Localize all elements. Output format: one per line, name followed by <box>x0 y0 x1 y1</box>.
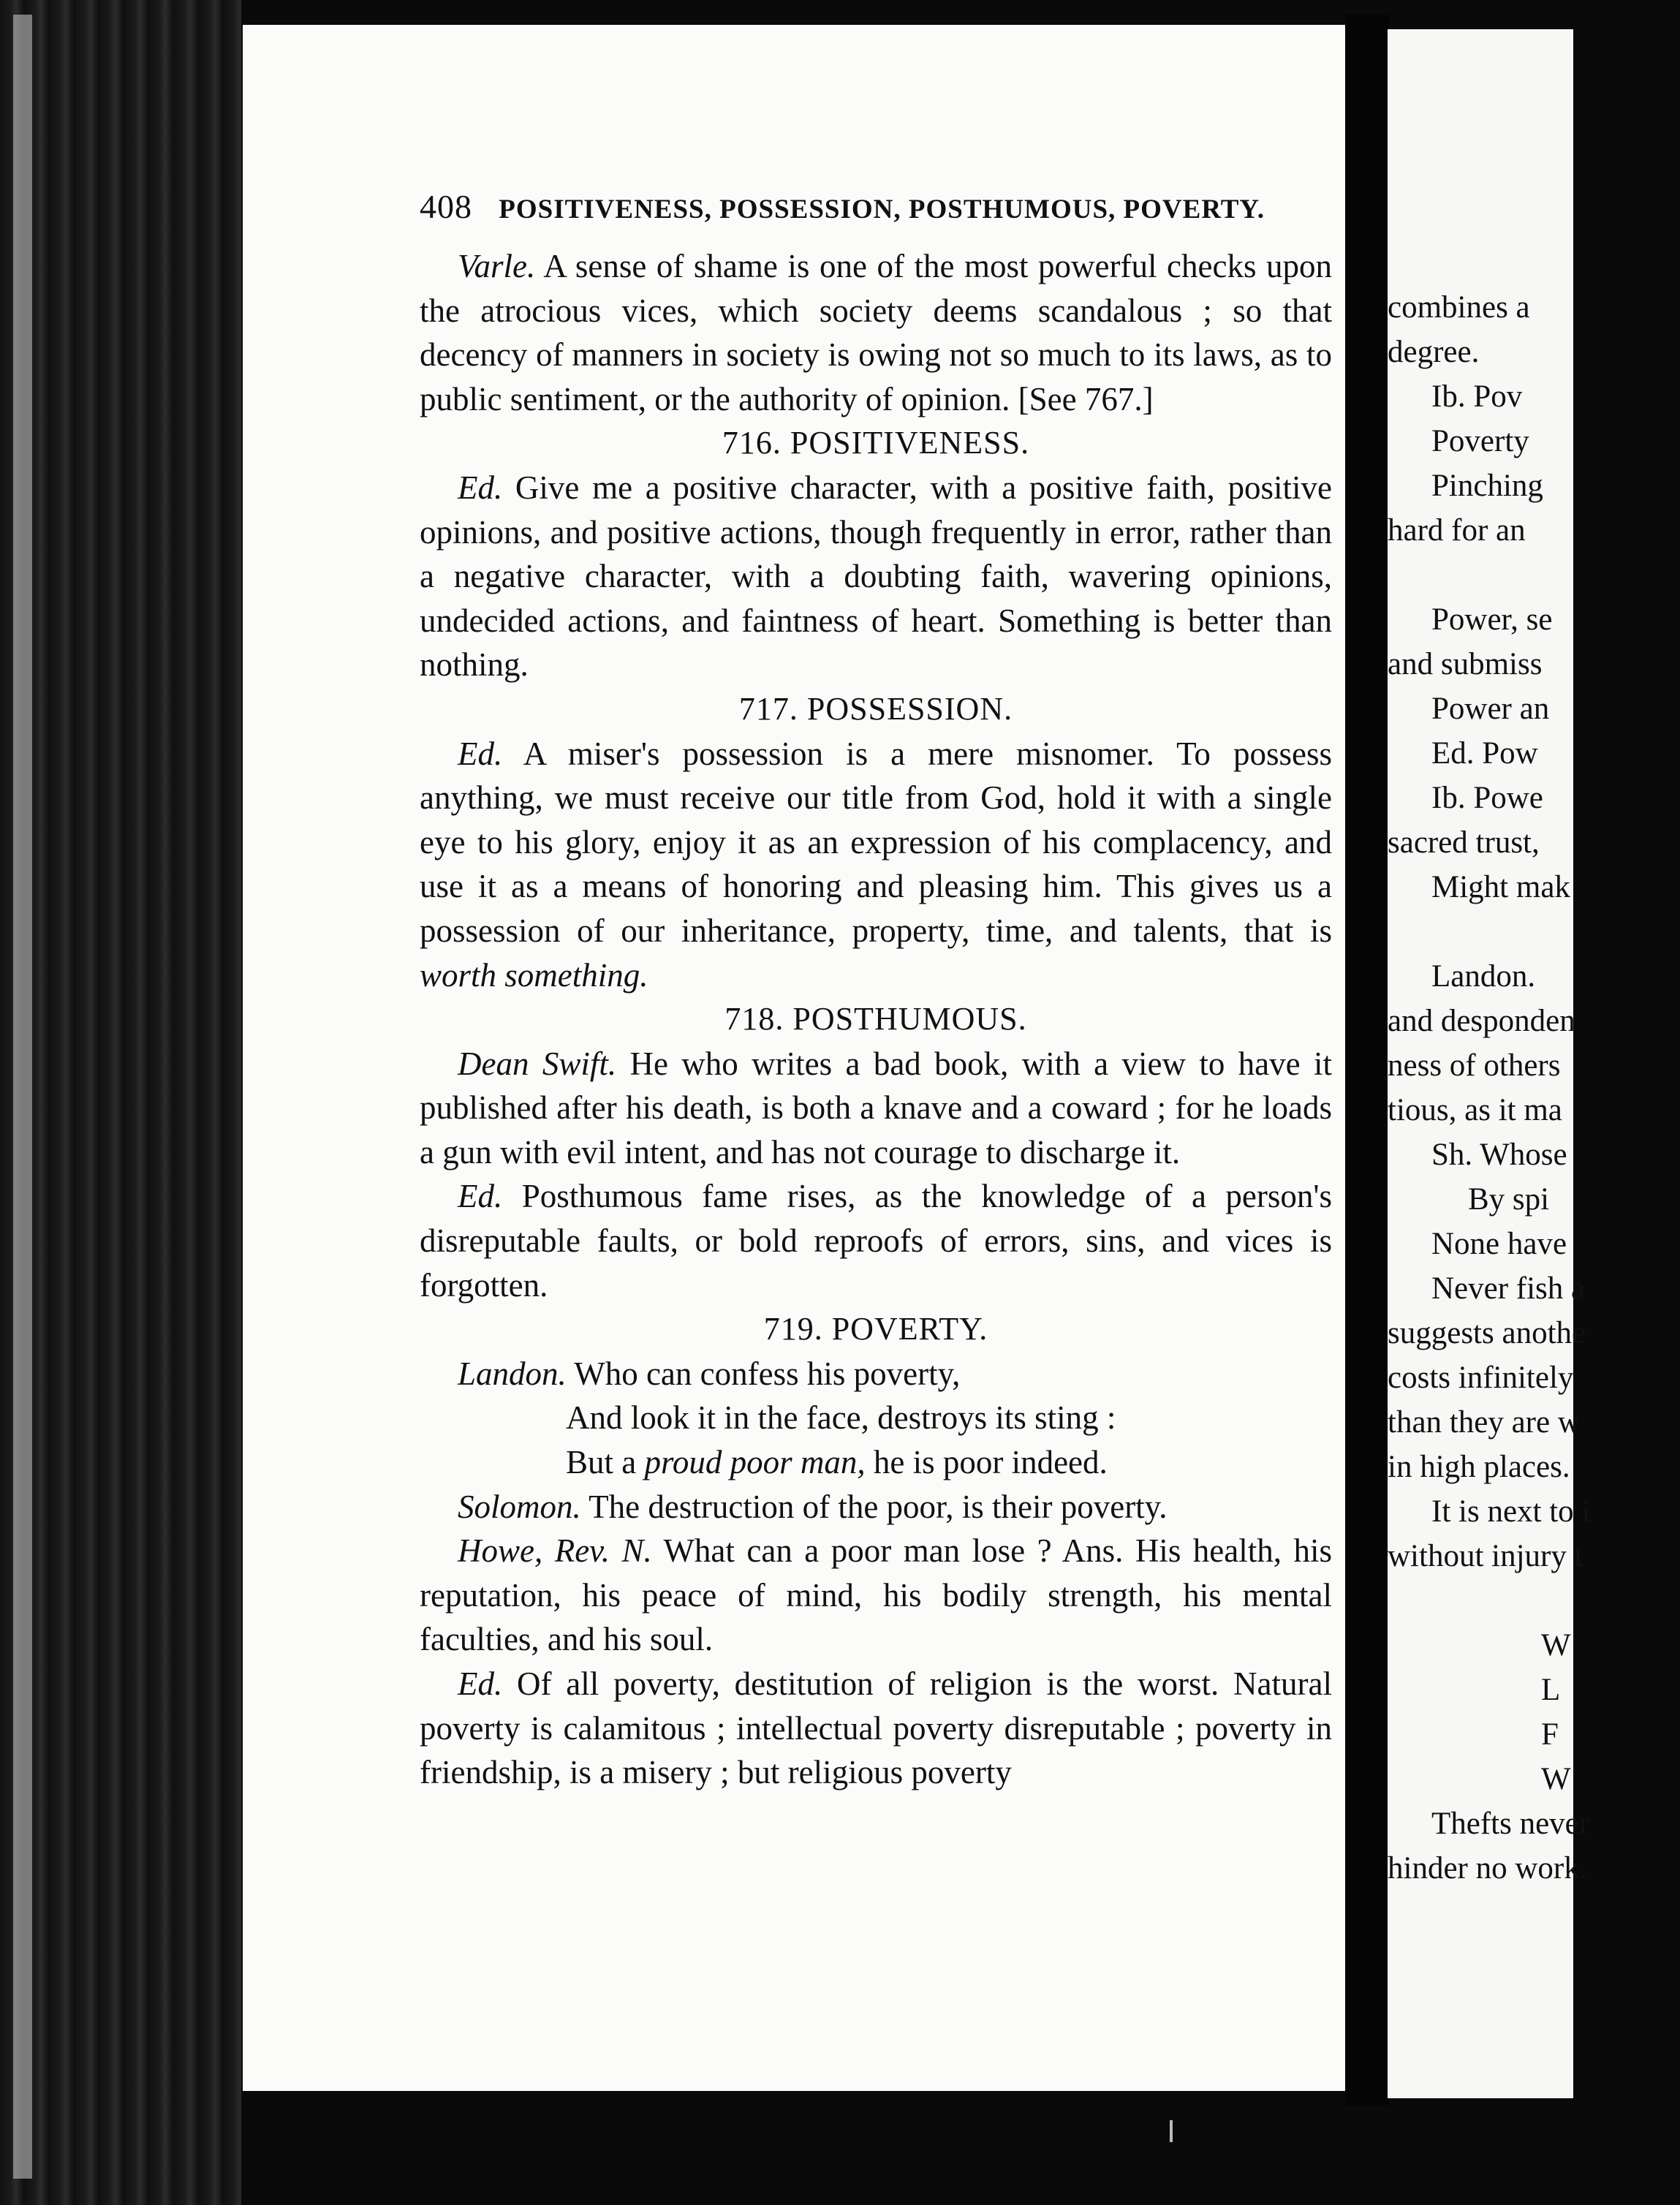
verse-text: he is poor indeed. <box>865 1444 1108 1481</box>
facing-line <box>1388 553 1680 597</box>
facing-line: Ed. Pow <box>1431 736 1538 771</box>
facing-line: Might mak <box>1431 870 1570 904</box>
facing-line <box>1388 1578 1680 1623</box>
facing-line: Thefts never <box>1431 1807 1590 1841</box>
facing-line: By spi <box>1468 1182 1550 1217</box>
page-text <box>420 244 1332 1795</box>
speaker: Solomon. <box>458 1488 581 1525</box>
book-spine-edge <box>0 0 241 2205</box>
facing-line: Power an <box>1431 692 1550 726</box>
speaker: Landon. <box>458 1355 567 1392</box>
facing-line: Landon. <box>1431 959 1536 994</box>
speaker: Ed. <box>458 1665 503 1702</box>
verse-landon <box>420 1352 1332 1485</box>
section-heading-718: 718. POSTHUMOUS. <box>724 1001 1027 1037</box>
paragraph-text: Of all poverty, destitution of religion is the worst. Natural poverty is calamitous ; intellectual poverty disreputable ; poverty in friendship, is a misery ; but religious poverty <box>420 1665 1332 1791</box>
paragraph-718-ed <box>420 1174 1332 1307</box>
facing-line: Ib. Pov <box>1431 379 1523 414</box>
verse-line <box>420 1352 1332 1396</box>
paragraph-718-swift <box>420 1042 1332 1175</box>
facing-line: suggests anothe <box>1388 1316 1586 1350</box>
facing-line: It is next to i <box>1431 1494 1591 1529</box>
facing-line: combines a <box>1388 290 1530 325</box>
facing-line: Ib. Powe <box>1431 781 1543 815</box>
facing-line: costs infinitely <box>1388 1361 1574 1395</box>
paragraph-716 <box>420 466 1332 687</box>
facing-line: than they are w <box>1388 1405 1581 1440</box>
page-gutter <box>1345 15 1389 2106</box>
facing-line: L <box>1541 1673 1561 1707</box>
left-edge-strip <box>13 15 32 2179</box>
speaker: Ed. <box>458 469 503 506</box>
paragraph-717 <box>420 732 1332 998</box>
verse-text: But a <box>566 1444 645 1481</box>
facing-line: sacred trust, <box>1388 825 1540 860</box>
facing-page <box>1388 29 1591 2098</box>
paragraph-varle <box>420 244 1332 421</box>
speaker: Howe, Rev. N. <box>458 1532 652 1570</box>
facing-line: Poverty <box>1431 424 1529 458</box>
emphasis-text: worth something. <box>420 956 648 994</box>
paragraph-text: He who writes a bad book, with a view to have it published after his death, is both a knave and a coward ; for he loads a gun with evil intent, and has not courage to discharge it. <box>420 1045 1332 1170</box>
facing-line: without injury t <box>1388 1539 1583 1573</box>
paragraph-text: A miser's possession is a mere misnomer. To possess anything, we must receive our title from God, hold it with a single eye to his glory, enjoy it as an expression of his complacency, and use it as a means of honoring and pleasing him. This gives us a possession of our inheritance, property, time, and talents, that is <box>420 735 1332 949</box>
paragraph-solomon <box>420 1485 1332 1529</box>
facing-line: degree. <box>1388 335 1480 369</box>
section-heading-719: 719. POVERTY. <box>763 1311 988 1347</box>
running-head <box>420 187 1385 226</box>
facing-line: tious, as it ma <box>1388 1093 1562 1127</box>
facing-line: and desponden <box>1388 1004 1575 1038</box>
page-number: 408 <box>420 188 472 225</box>
paragraph-text: The destruction of the poor, is their poverty. <box>580 1488 1168 1525</box>
facing-line: and submiss <box>1388 647 1543 681</box>
scan-mark <box>1170 2120 1173 2142</box>
verse-text: Who can confess his poverty, <box>566 1355 961 1392</box>
verse-line: And look it in the face, destroys its sting : <box>566 1399 1116 1437</box>
paragraph-howe <box>420 1529 1332 1662</box>
facing-line: W <box>1541 1762 1571 1796</box>
facing-line: W <box>1541 1628 1571 1663</box>
section-heading-717: 717. POSSESSION. <box>738 690 1013 727</box>
facing-line: Pinching <box>1431 469 1543 503</box>
facing-line: hard for an <box>1388 513 1526 548</box>
paragraph-text: A sense of shame is one of the most powerful checks upon the atrocious vices, which society deems scandalous ; so that decency of manners in society is owing not so much to its laws, as to public sentiment, or the authority of opinion. [See 767.] <box>420 248 1332 417</box>
facing-line: hinder no work. <box>1388 1851 1588 1886</box>
book-page <box>243 25 1365 2091</box>
emphasis-text: proud poor man, <box>644 1444 866 1481</box>
facing-line: Never fish a <box>1431 1271 1586 1306</box>
facing-line: ness of others <box>1388 1048 1561 1083</box>
verse-line <box>420 1440 1332 1485</box>
facing-line: F <box>1541 1717 1559 1752</box>
running-title: POSITIVENESS, POSSESSION, POSTHUMOUS, POVERTY. <box>499 194 1265 224</box>
facing-line: Sh. Whose <box>1431 1138 1567 1172</box>
facing-line: None have <box>1431 1227 1567 1261</box>
speaker: Ed. <box>458 735 503 772</box>
paragraph-text: Posthumous fame rises, as the knowledge of a person's disreputable faults, or bold reproofs of errors, sins, and vices is forgotten. <box>420 1178 1332 1304</box>
paragraph-ed-final <box>420 1662 1332 1795</box>
speaker: Dean Swift. <box>458 1045 617 1082</box>
paragraph-text: Give me a positive character, with a positive faith, positive opinions, and positive actions, though frequently in error, rather than a negative character, with a doubting faith, wavering opinions, undecided actions, and faintness of heart. Something is better than nothing. <box>420 469 1332 684</box>
facing-line: in high places. <box>1388 1450 1570 1484</box>
section-heading-716: 716. POSITIVENESS. <box>722 425 1030 461</box>
facing-line: Power, se <box>1431 602 1553 637</box>
facing-line <box>1388 909 1680 954</box>
paragraph-text: What can a poor man lose ? Ans. His health, his reputation, his peace of mind, his bodily strength, his mental faculties, and his soul. <box>420 1532 1332 1658</box>
facing-page-text <box>1388 285 1680 1891</box>
speaker: Varle. <box>458 248 536 284</box>
speaker: Ed. <box>458 1178 503 1215</box>
